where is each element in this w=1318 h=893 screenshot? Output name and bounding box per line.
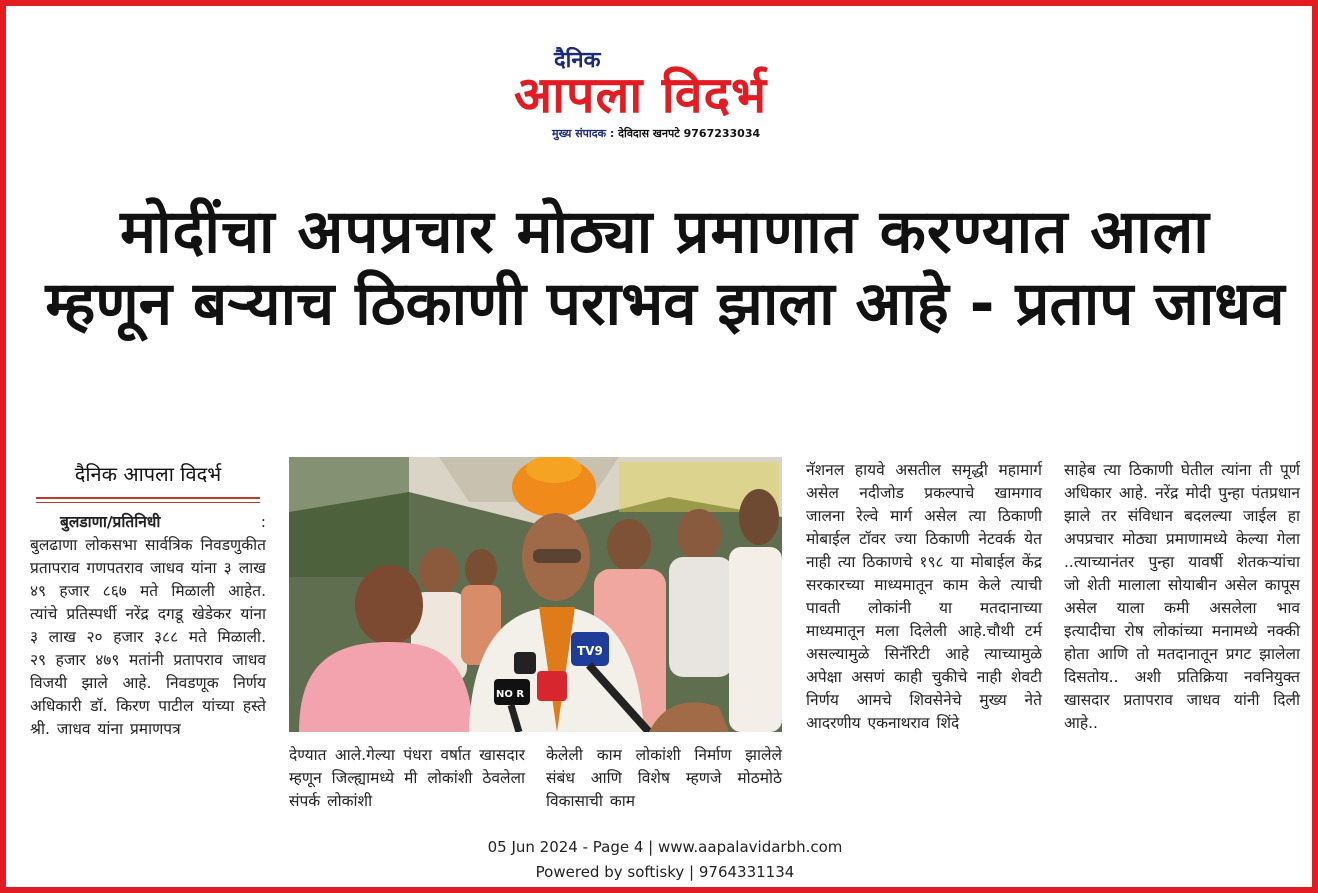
dateline-row [30, 511, 266, 534]
footer-powered-line: Powered by softisky | 9764331134 [535, 863, 795, 881]
article-column-1 [30, 511, 266, 741]
article-column-4: नॅशनल हायवे असतील समृद्धी महामार्ग असेल नदीजोड प्रकल्पाचे खामगाव जालना रेल्वे मार्ग असेल त्या ठिकाणी मोबाईल टॉवर ज्या ठिकाणी नेटवर्क येत नाही त्या ठिकाणचे १९८ या मोबाईल केंद्र सरकारच्या माध्यमातून काम केले त्याची पावती लोकांनी या मतदानाच्या माध्यमातून मला दिलेली आहे.चौथी टर्म असल्यामुळे सिनॅरिटी आहे त्याच्यामुळे अपेक्षा असणं काही चुकीचे नाही शेवटी निर्णय आमचे शिवसेनेचे मुख्य नेते आदरणीय एकनाथराव शिंदे [806, 461, 1042, 732]
article-column-2: देण्यात आले.गेल्या पंधरा वर्षात खासदार म्हणून जिल्ह्यामध्ये मी लोकांशी ठेवलेला संपर्क लोकांशी [289, 746, 525, 810]
masthead-editor-line [552, 126, 760, 141]
article-text-col1: बुलढाणा लोकसभा सार्वत्रिक निवडणुकीत प्रतापराव गणपतराव जाधव यांना ३ लाख ४९ हजार ८६७ मते मिळाली आहेत. त्यांचे प्रतिस्पर्धी नरेंद्र दगडू खेडेकर यांना ३ लाख २० हजार ३८८ मते मिळाली. २९ हजार ४७९ मतांनी प्रतापराव जाधव विजयी झाले आहे. निवडणूक निर्णय अधिकारी डॉ. किरण पाटील यांच्या हस्ते श्री. जाधव यांना प्रमाणपत्र [30, 536, 266, 738]
photo-illustration [289, 457, 782, 732]
byline-paper-name: दैनिक आपला विदर्भ [74, 462, 222, 486]
masthead-logo [514, 48, 834, 148]
news-photo [289, 457, 782, 732]
byline-rule-thick [36, 497, 260, 499]
headline-line-1: मोदींचा अपप्रचार मोठ्या प्रमाणात करण्यात आला [120, 197, 1210, 267]
editor-label: मुख्य संपादक : [552, 127, 615, 140]
byline-box [30, 455, 266, 503]
mic-label-tv9: TV9 [577, 644, 603, 658]
editor-value: देविदास खनपटे 9767233034 [618, 127, 761, 140]
headline-line-2: म्हणून बऱ्याच ठिकाणी पराभव झाला आहे - प्रताप जाधव [45, 269, 1285, 339]
headline [26, 196, 1304, 340]
article-column-3: केलेली काम लोकांशी निर्माण झालेले संबंध आणि विशेष म्हणजे मोठमोठे विकासाची काम [546, 746, 782, 810]
dateline: बुलडाणा/प्रतिनिधी [60, 513, 161, 531]
masthead-main-title: आपला विदर्भ [514, 66, 768, 124]
byline-rule-thin [36, 502, 260, 503]
article-column-5: साहेब त्या ठिकाणी घेतील त्यांना ती पूर्ण अधिकार आहे. नरेंद्र मोदी पुन्हा पंतप्रधान झाले तर संविधान बदलल्या जाईल हा अपप्रचार मोठ्या प्रमाणामध्ये केल्या गेला ..त्याच्यानंतर पुन्हा यावर्षी शेतकऱ्यांचा जो शेती मालाला सोयाबीन असेल कापूस असेल याला कमी असलेला भाव इत्यादीचा रोष लोकांच्या मनामध्ये नक्की होता आणि तो मतदानातून प्रगट झालेला दिसतोय.. अशी प्रतिक्रिया नवनियुक्त खासदार प्रतापराव जाधव यांनी दिली आहे.. [1064, 461, 1300, 732]
masthead-small-title: दैनिक [554, 48, 601, 73]
footer-date-line: 05 Jun 2024 - Page 4 | www.aapalavidarbh.com [487, 838, 843, 856]
dateline-separator: : [260, 513, 266, 531]
mic-label-nor: NO R [496, 689, 525, 700]
